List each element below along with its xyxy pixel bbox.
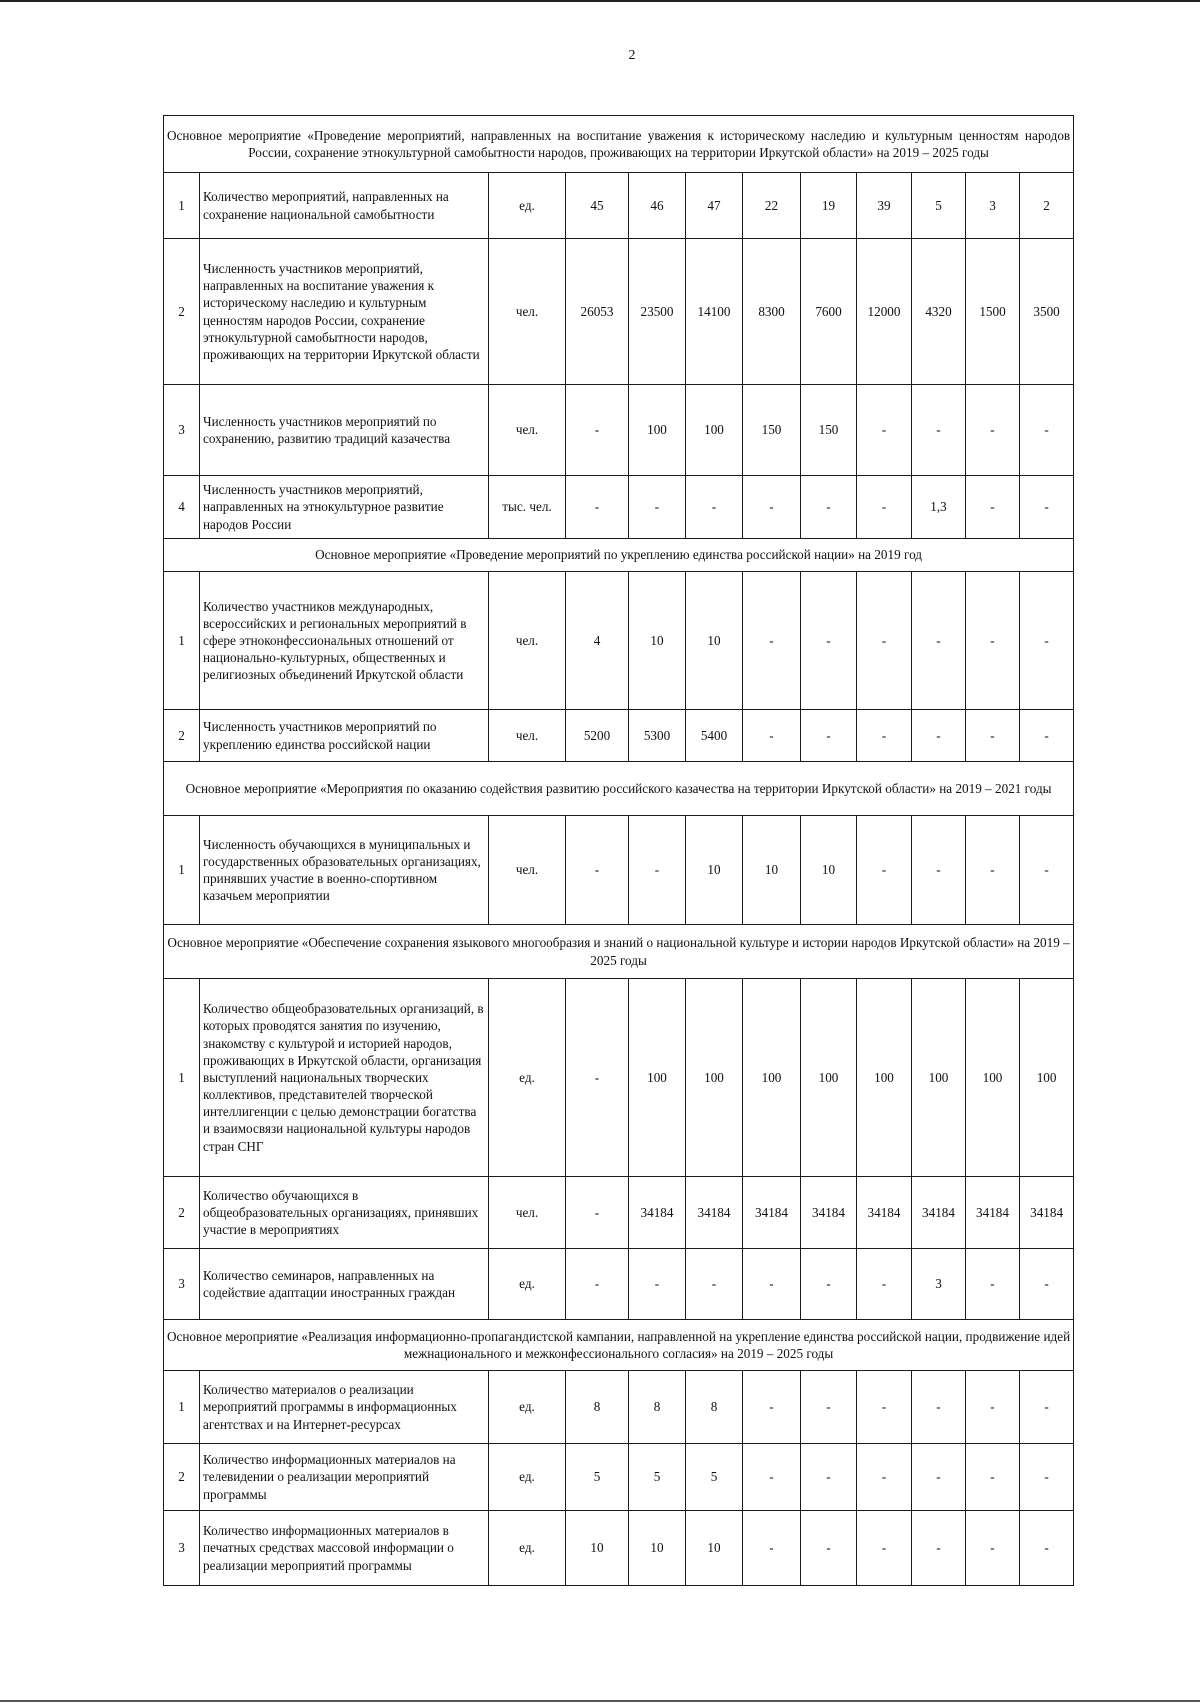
- value-cell: -: [912, 572, 966, 710]
- value-cell: 100: [857, 979, 912, 1177]
- value-cell: 7600: [801, 239, 857, 385]
- unit-cell: чел.: [489, 385, 566, 476]
- page-number: 2: [628, 48, 636, 63]
- value-cell: -: [743, 1444, 801, 1511]
- value-cell: -: [966, 1371, 1020, 1444]
- value-cell: -: [566, 385, 629, 476]
- unit-cell: ед.: [489, 1249, 566, 1320]
- indicator-name: Количество семинаров, направленных на содействие адаптации иностранных граждан: [200, 1249, 489, 1320]
- value-cell: -: [857, 816, 912, 925]
- value-cell: -: [912, 710, 966, 762]
- value-cell: 34184: [1020, 1177, 1074, 1249]
- value-cell: 10: [686, 1511, 743, 1586]
- indicator-name: Численность участников мероприятий по сохранению, развитию традиций казачества: [200, 385, 489, 476]
- value-cell: -: [801, 1444, 857, 1511]
- value-cell: -: [912, 1371, 966, 1444]
- value-cell: 5200: [566, 710, 629, 762]
- value-cell: 34184: [686, 1177, 743, 1249]
- value-cell: -: [1020, 476, 1074, 539]
- value-cell: 47: [686, 173, 743, 239]
- unit-cell: ед.: [489, 1444, 566, 1511]
- section-header-row: [164, 925, 1074, 979]
- table-row: [164, 710, 1074, 762]
- indicator-name: Количество информационных материалов в печатных средствах массовой информации о реализации мероприятий программы: [200, 1511, 489, 1586]
- unit-cell: чел.: [489, 816, 566, 925]
- value-cell: -: [743, 1371, 801, 1444]
- value-cell: -: [743, 1249, 801, 1320]
- value-cell: -: [801, 572, 857, 710]
- value-cell: 19: [801, 173, 857, 239]
- value-cell: 4320: [912, 239, 966, 385]
- value-cell: 100: [629, 979, 686, 1177]
- value-cell: 5300: [629, 710, 686, 762]
- value-cell: -: [857, 1444, 912, 1511]
- value-cell: 22: [743, 173, 801, 239]
- row-number: 4: [164, 476, 200, 539]
- value-cell: -: [801, 1371, 857, 1444]
- value-cell: -: [743, 476, 801, 539]
- table-row: [164, 385, 1074, 476]
- value-cell: -: [686, 1249, 743, 1320]
- value-cell: 8: [566, 1371, 629, 1444]
- value-cell: -: [966, 476, 1020, 539]
- indicator-name: Количество мероприятий, направленных на сохранение национальной самобытности: [200, 173, 489, 239]
- value-cell: 10: [801, 816, 857, 925]
- value-cell: 8300: [743, 239, 801, 385]
- section-title: Основное мероприятие «Обеспечение сохранения языкового многообразия и знаний о национальной культуре и истории народов Иркутской области» на 2019 – 2025 годы: [164, 925, 1074, 979]
- value-cell: -: [966, 710, 1020, 762]
- unit-cell: чел.: [489, 710, 566, 762]
- unit-cell: чел.: [489, 572, 566, 710]
- section-header-row: [164, 539, 1074, 572]
- value-cell: -: [1020, 385, 1074, 476]
- indicator-name: Численность участников мероприятий, направленных на воспитание уважения к историческому наследию и культурным ценностям народов России, сохранение этнокультурной самобытности народов, проживающих на территории Иркутской области: [200, 239, 489, 385]
- section-title: Основное мероприятие «Мероприятия по оказанию содействия развитию российского казачества на территории Иркутской области» на 2019 – 2021 годы: [164, 762, 1074, 816]
- value-cell: 150: [801, 385, 857, 476]
- table-row: [164, 572, 1074, 710]
- table-row: [164, 1177, 1074, 1249]
- value-cell: -: [857, 385, 912, 476]
- value-cell: 3: [966, 173, 1020, 239]
- value-cell: -: [801, 476, 857, 539]
- value-cell: -: [743, 710, 801, 762]
- section-title: Основное мероприятие «Реализация информационно-пропагандистской кампании, направленной на укрепление единства российской нации, продвижение идей межнационального и межконфессионального согласия» на 2019 – 2025 годы: [164, 1320, 1074, 1371]
- value-cell: 34184: [743, 1177, 801, 1249]
- value-cell: -: [912, 1511, 966, 1586]
- value-cell: 3: [912, 1249, 966, 1320]
- value-cell: 2: [1020, 173, 1074, 239]
- value-cell: 8: [629, 1371, 686, 1444]
- row-number: 1: [164, 572, 200, 710]
- value-cell: 100: [629, 385, 686, 476]
- value-cell: 5: [566, 1444, 629, 1511]
- value-cell: 12000: [857, 239, 912, 385]
- value-cell: -: [857, 1249, 912, 1320]
- value-cell: 1500: [966, 239, 1020, 385]
- value-cell: 4: [566, 572, 629, 710]
- table-row: [164, 239, 1074, 385]
- table-row: [164, 476, 1074, 539]
- unit-cell: тыс. чел.: [489, 476, 566, 539]
- value-cell: 1,3: [912, 476, 966, 539]
- value-cell: -: [801, 710, 857, 762]
- table-row: [164, 1511, 1074, 1586]
- unit-cell: чел.: [489, 239, 566, 385]
- value-cell: 100: [801, 979, 857, 1177]
- value-cell: -: [566, 1249, 629, 1320]
- row-number: 2: [164, 239, 200, 385]
- value-cell: 34184: [912, 1177, 966, 1249]
- value-cell: 46: [629, 173, 686, 239]
- indicator-name: Численность участников мероприятий, направленных на этнокультурное развитие народов России: [200, 476, 489, 539]
- value-cell: 14100: [686, 239, 743, 385]
- table-row: [164, 816, 1074, 925]
- value-cell: -: [629, 476, 686, 539]
- row-number: 3: [164, 1249, 200, 1320]
- indicator-name: Количество обучающихся в общеобразовательных организациях, принявших участие в мероприятиях: [200, 1177, 489, 1249]
- value-cell: -: [743, 1511, 801, 1586]
- value-cell: 100: [743, 979, 801, 1177]
- value-cell: -: [566, 1177, 629, 1249]
- value-cell: 34184: [629, 1177, 686, 1249]
- indicator-name: Численность обучающихся в муниципальных и государственных образовательных организациях, принявших участие в военно-спортивном казачьем мероприятии: [200, 816, 489, 925]
- table-row: [164, 1444, 1074, 1511]
- value-cell: 5400: [686, 710, 743, 762]
- value-cell: 100: [686, 979, 743, 1177]
- value-cell: 26053: [566, 239, 629, 385]
- value-cell: 39: [857, 173, 912, 239]
- value-cell: 34184: [801, 1177, 857, 1249]
- row-number: 2: [164, 710, 200, 762]
- value-cell: -: [857, 710, 912, 762]
- value-cell: 100: [966, 979, 1020, 1177]
- value-cell: -: [686, 476, 743, 539]
- value-cell: -: [857, 572, 912, 710]
- row-number: 1: [164, 816, 200, 925]
- value-cell: -: [966, 1444, 1020, 1511]
- indicator-name: Количество материалов о реализации мероприятий программы в информационных агентствах и на Интернет-ресурсах: [200, 1371, 489, 1444]
- value-cell: 34184: [857, 1177, 912, 1249]
- value-cell: -: [966, 572, 1020, 710]
- value-cell: -: [912, 1444, 966, 1511]
- value-cell: -: [566, 816, 629, 925]
- row-number: 2: [164, 1177, 200, 1249]
- row-number: 3: [164, 1511, 200, 1586]
- value-cell: -: [1020, 1249, 1074, 1320]
- value-cell: -: [1020, 710, 1074, 762]
- value-cell: 3500: [1020, 239, 1074, 385]
- value-cell: -: [912, 385, 966, 476]
- table-row: [164, 979, 1074, 1177]
- unit-cell: ед.: [489, 979, 566, 1177]
- value-cell: 10: [629, 1511, 686, 1586]
- value-cell: 5: [629, 1444, 686, 1511]
- section-header-row: [164, 1320, 1074, 1371]
- value-cell: 10: [566, 1511, 629, 1586]
- value-cell: 45: [566, 173, 629, 239]
- value-cell: 10: [629, 572, 686, 710]
- row-number: 3: [164, 385, 200, 476]
- value-cell: -: [966, 816, 1020, 925]
- value-cell: -: [1020, 1444, 1074, 1511]
- value-cell: -: [1020, 572, 1074, 710]
- value-cell: -: [912, 816, 966, 925]
- scan-edge-bottom: [0, 1700, 1200, 1702]
- table-row: [164, 1371, 1074, 1444]
- indicators-table: [163, 115, 1074, 1586]
- indicator-name: Количество информационных материалов на телевидении о реализации мероприятий программы: [200, 1444, 489, 1511]
- value-cell: -: [801, 1511, 857, 1586]
- indicator-name: Количество участников международных, всероссийских и региональных мероприятий в сфере этноконфессиональных отношений от национально-культурных, общественных и религиозных объединений Иркутской области: [200, 572, 489, 710]
- value-cell: -: [857, 1511, 912, 1586]
- value-cell: -: [743, 572, 801, 710]
- value-cell: 10: [686, 816, 743, 925]
- indicator-name: Количество общеобразовательных организаций, в которых проводятся занятия по изучению, знакомству с культурой и историей народов, проживающих в Иркутской области, организация выступлений национальных творческих коллективов, представителей творческой интеллигенции с целью демонстрации богатства и взаимосвязи национальной культуры народов стран СНГ: [200, 979, 489, 1177]
- unit-cell: ед.: [489, 173, 566, 239]
- section-header-row: [164, 762, 1074, 816]
- row-number: 2: [164, 1444, 200, 1511]
- value-cell: 100: [1020, 979, 1074, 1177]
- section-header-row: [164, 116, 1074, 173]
- unit-cell: ед.: [489, 1511, 566, 1586]
- value-cell: 150: [743, 385, 801, 476]
- value-cell: -: [857, 1371, 912, 1444]
- value-cell: -: [1020, 1371, 1074, 1444]
- value-cell: 23500: [629, 239, 686, 385]
- value-cell: -: [966, 1249, 1020, 1320]
- indicator-name: Численность участников мероприятий по укреплению единства российской нации: [200, 710, 489, 762]
- section-title: Основное мероприятие «Проведение мероприятий по укреплению единства российской нации» на 2019 год: [164, 539, 1074, 572]
- value-cell: 8: [686, 1371, 743, 1444]
- value-cell: -: [629, 816, 686, 925]
- value-cell: 5: [912, 173, 966, 239]
- value-cell: 100: [686, 385, 743, 476]
- section-title: Основное мероприятие «Проведение мероприятий, направленных на воспитание уважения к историческому наследию и культурным ценностям народов России, сохранение этнокультурной самобытности народов, проживающих на территории Иркутской области» на 2019 – 2025 годы: [164, 116, 1074, 173]
- value-cell: -: [966, 1511, 1020, 1586]
- table-row: [164, 173, 1074, 239]
- value-cell: -: [566, 979, 629, 1177]
- value-cell: -: [857, 476, 912, 539]
- row-number: 1: [164, 979, 200, 1177]
- scan-edge-top: [0, 0, 1200, 2]
- value-cell: 5: [686, 1444, 743, 1511]
- table-row: [164, 1249, 1074, 1320]
- value-cell: 10: [743, 816, 801, 925]
- value-cell: -: [566, 476, 629, 539]
- value-cell: -: [629, 1249, 686, 1320]
- row-number: 1: [164, 1371, 200, 1444]
- unit-cell: ед.: [489, 1371, 566, 1444]
- value-cell: 100: [912, 979, 966, 1177]
- value-cell: 34184: [966, 1177, 1020, 1249]
- value-cell: -: [1020, 816, 1074, 925]
- value-cell: -: [966, 385, 1020, 476]
- value-cell: -: [1020, 1511, 1074, 1586]
- value-cell: 10: [686, 572, 743, 710]
- value-cell: -: [801, 1249, 857, 1320]
- unit-cell: чел.: [489, 1177, 566, 1249]
- row-number: 1: [164, 173, 200, 239]
